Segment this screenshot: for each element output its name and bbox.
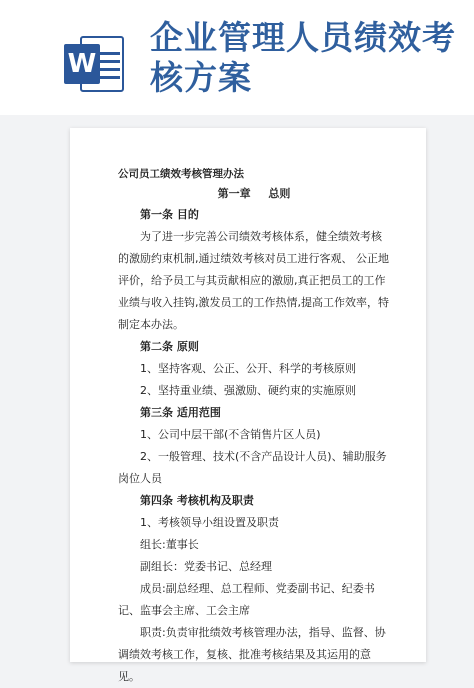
article-2-item-1: 1、坚持客观、公正、公开、科学的考核原则 xyxy=(140,362,356,375)
chapter-title: 第一章 总则 xyxy=(217,187,291,200)
article-2-title: 第二条 原则 xyxy=(140,340,199,353)
document-body xyxy=(118,164,390,688)
article-4-leader: 组长:董事长 xyxy=(140,538,199,551)
title-banner xyxy=(0,0,474,115)
word-document-icon xyxy=(64,36,126,92)
article-3-title: 第三条 适用范围 xyxy=(140,406,221,419)
article-3-item-1: 1、公司中层干部(不含销售片区人员) xyxy=(140,428,321,441)
article-4-members: 成员:副总经理、总工程师、党委副书记、纪委书记、监事会主席、工会主席 xyxy=(118,582,375,617)
article-4-item-1: 1、考核领导小组设置及职责 xyxy=(140,516,279,529)
article-4-duties: 职责:负责审批绩效考核管理办法，指导、监督、协调绩效考核工作，复核、批准考核结果及其运用的意见。 xyxy=(118,626,386,683)
article-3-item-2: 2、一般管理、技术(不含产品设计人员)、辅助服务岗位人员 xyxy=(118,450,387,485)
word-icon-letter: W xyxy=(64,44,100,84)
article-1-paragraph: 为了进一步完善公司绩效考核体系，健全绩效考核的激励约束机制,通过绩效考核对员工进行客观、 公正地评价，给予员工与其贡献相应的激励,真正把员工的工作业绩与收入挂钩,激发员工的工作热情,提高工作效率，特制定本办法。 xyxy=(118,230,389,331)
article-4-title: 第四条 考核机构及职责 xyxy=(140,494,254,507)
article-1-title: 第一条 目的 xyxy=(140,208,199,221)
article-4-vice-leader: 副组长：党委书记、总经理 xyxy=(140,560,272,573)
document-heading: 公司员工绩效考核管理办法 xyxy=(118,168,244,180)
article-2-item-2: 2、坚持重业绩、强激励、硬约束的实施原则 xyxy=(140,384,356,397)
page-title: 企业管理人员绩效考核方案 xyxy=(150,18,456,97)
